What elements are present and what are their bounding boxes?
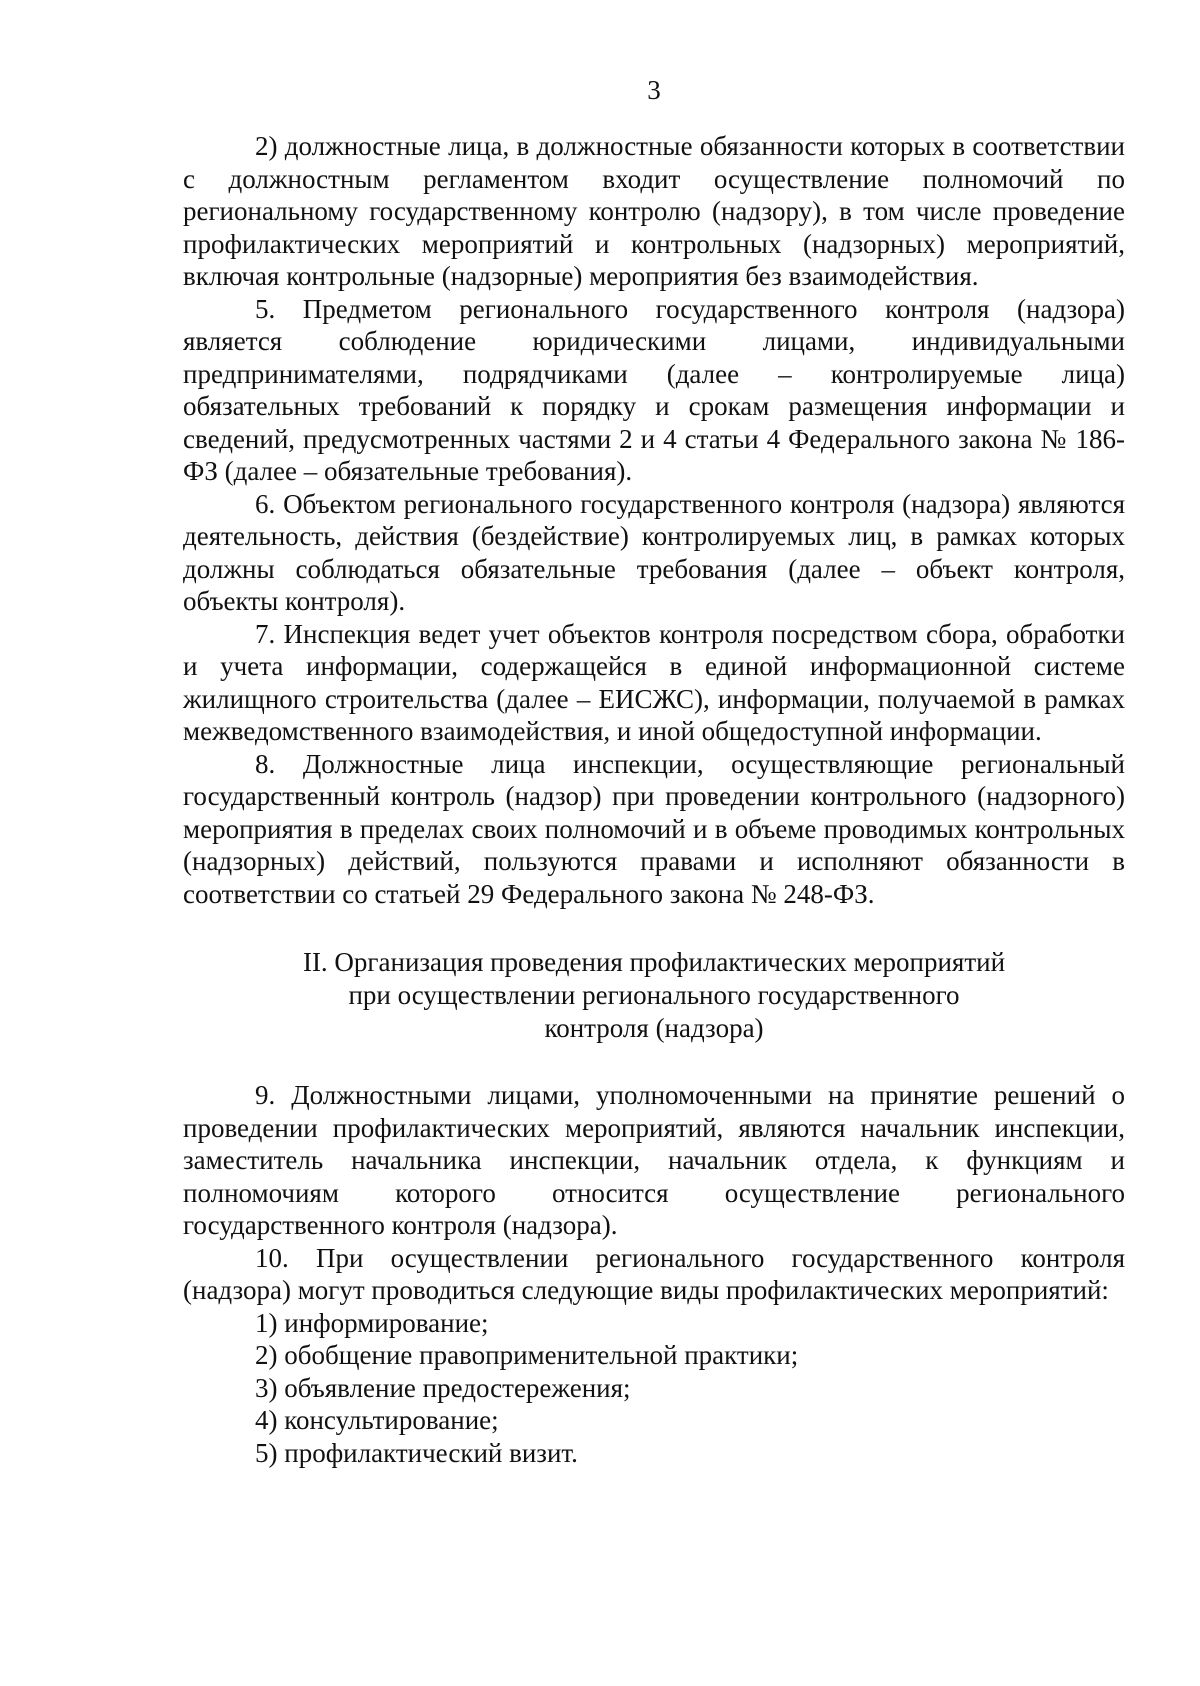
section-heading-line-3: контроля (надзора) (544, 1013, 764, 1043)
paragraph-10-types-of-measures: 10. При осуществлении регионального государственного контроля (надзора) могут проводиться следующие виды профилактических мероприятий: (183, 1242, 1125, 1305)
section-heading-line-2: при осуществлении регионального государственного (348, 980, 960, 1010)
paragraph-item-2-officials: 2) должностные лица, в должностные обязанности которых в соответствии с должностным регламентом входит осуществление полномочий по региональному государственному контролю (надзору), в том числе проведение профилактических мероприятий и контрольных (надзорных) мероприятий, включая контрольные (надзорные) мероприятия без взаимодействия. (183, 131, 1125, 291)
spacer (183, 1045, 1125, 1079)
list-item: 5) профилактический визит. (255, 1437, 578, 1468)
list-item: 4) консультирование; (255, 1405, 499, 1435)
paragraph-5-subject-of-control: 5. Предметом регионального государственного контроля (надзора) является соблюдение юридическими лицами, индивидуальными предпринимателями, подрядчиками (далее – контролируемые лица) обязательных требований к порядку и срокам размещения информации и сведений, предусмотренных частями 2 и 4 статьи 4 Федерального закона № 186-ФЗ (далее – обязательные требования). (183, 293, 1125, 486)
spacer (183, 910, 1125, 946)
list-item: 1) информирование; (255, 1307, 489, 1338)
list-item: 3) объявление предостережения; (255, 1372, 631, 1403)
list-item: 2) обобщение правоприменительной практики; (255, 1340, 799, 1370)
paragraph-7-accounting-of-objects: 7. Инспекция ведет учет объектов контроля посредством сбора, обработки и учета информации, содержащейся в единой информационной системе жилищного строительства (далее – ЕИСЖС), информации, получаемой в рамках межведомственного взаимодействия, и иной общедоступной информации. (183, 618, 1125, 746)
page-number: 3 (647, 75, 661, 105)
document-body (183, 130, 1125, 1469)
paragraph-8-officials-rights: 8. Должностные лица инспекции, осуществляющие региональный государственный контроль (надзор) при проведении контрольного (надзорного) мероприятия в пределах своих полномочий и в объеме проводимых контрольных (надзорных) действий, пользуются правами и исполняют обязанности в соответствии со статьей 29 Федерального закона № 248-ФЗ. (183, 748, 1125, 909)
measures-list (183, 1307, 1125, 1470)
section-heading (183, 946, 1125, 1045)
paragraph-9-authorized-officials: 9. Должностными лицами, уполномоченными на принятие решений о проведении профилактических мероприятий, являются начальник инспекции, заместитель начальника инспекции, начальник отдела, к функциям и полномочиям которого относится осуществление регионального государственного контроля (надзора). (183, 1080, 1125, 1240)
paragraph-6-object-of-control: 6. Объектом регионального государственного контроля (надзора) являются деятельность, действия (бездействие) контролируемых лиц, в рамках которых должны соблюдаться обязательные требования (далее – объект контроля, объекты контроля). (183, 488, 1125, 616)
section-heading-line-1: II. Организация проведения профилактических мероприятий (302, 947, 1006, 977)
